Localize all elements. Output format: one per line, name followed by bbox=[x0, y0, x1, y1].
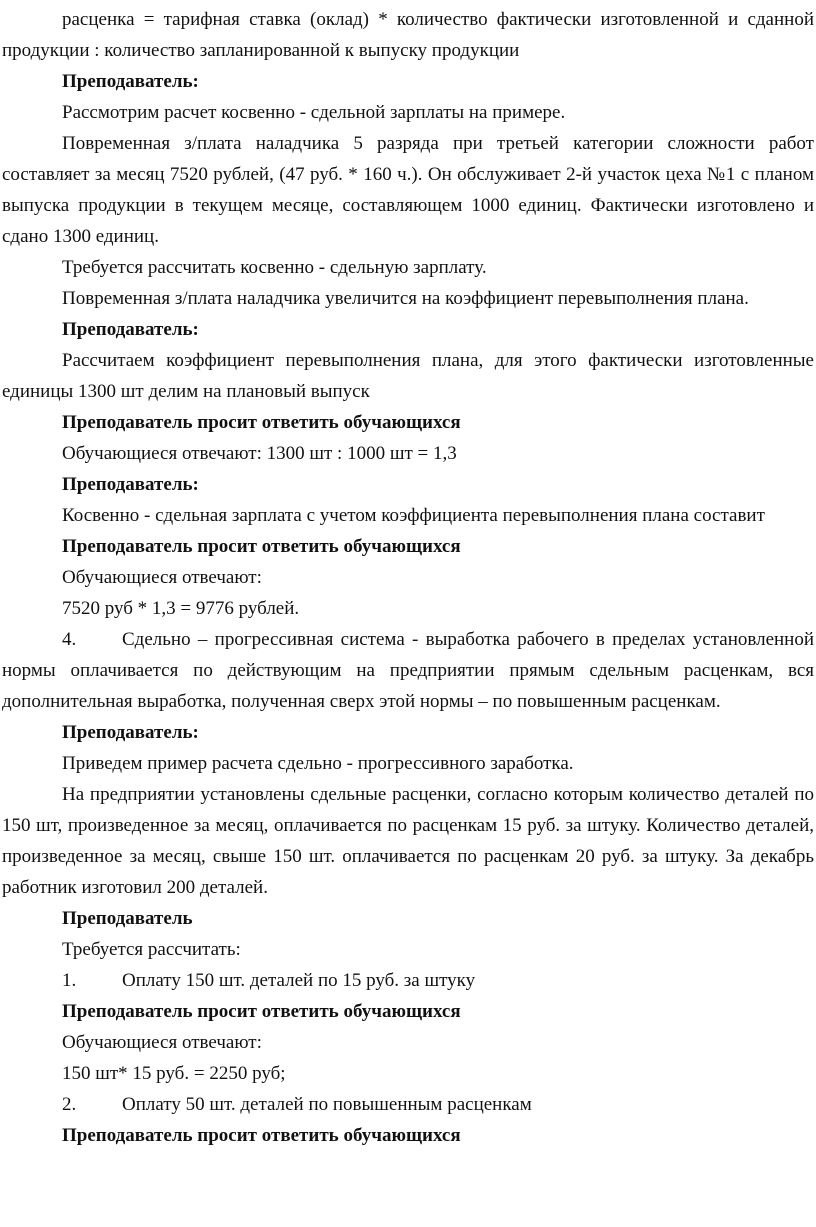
body-paragraph: Приведем пример расчета сдельно - прогрессивного заработка. bbox=[62, 753, 574, 774]
list-number: 2. bbox=[62, 1094, 77, 1115]
body-paragraph: Рассчитаем коэффициент перевыполнения плана, для этого фактически изготовленные единицы 1300 шт делим на плановый выпуск bbox=[2, 350, 814, 402]
teacher-asks-heading: Преподаватель просит ответить обучающихся bbox=[62, 1001, 461, 1022]
formula-paragraph: расценка = тарифная ставка (оклад) * количество фактически изготовленной и сданной продукции : количество запланированной к выпуску продукции bbox=[2, 9, 814, 61]
body-paragraph: Повременная з/плата наладчика увеличится на коэффициент перевыполнения плана. bbox=[62, 288, 749, 309]
student-answer: Обучающиеся отвечают: bbox=[62, 1032, 262, 1053]
list-item-text: Оплату 150 шт. деталей по 15 руб. за штуку bbox=[122, 970, 476, 991]
teacher-heading: Преподаватель: bbox=[62, 319, 199, 340]
list-number: 1. bbox=[62, 970, 77, 991]
teacher-heading: Преподаватель: bbox=[62, 474, 199, 495]
teacher-asks-heading: Преподаватель просит ответить обучающихся bbox=[62, 1125, 461, 1146]
list-number: 4. bbox=[62, 629, 77, 650]
calculation-line: 150 шт* 15 руб. = 2250 руб; bbox=[62, 1063, 286, 1084]
body-paragraph: Рассмотрим расчет косвенно - сдельной зарплаты на примере. bbox=[62, 102, 566, 123]
body-paragraph: Требуется рассчитать косвенно - сдельную зарплату. bbox=[62, 257, 487, 278]
teacher-asks-heading: Преподаватель просит ответить обучающихся bbox=[62, 412, 461, 433]
list-item bbox=[2, 965, 814, 996]
calculation-line: 7520 руб * 1,3 = 9776 рублей. bbox=[62, 598, 300, 619]
teacher-asks-heading: Преподаватель просит ответить обучающихся bbox=[62, 536, 461, 557]
numbered-paragraph bbox=[2, 624, 814, 717]
student-answer: Обучающиеся отвечают: bbox=[62, 567, 262, 588]
body-paragraph: На предприятии установлены сдельные расценки, согласно которым количество деталей по 150 шт, произведенное за месяц, оплачивается по расценкам 15 руб. за штуку. Количество деталей, произведенное за месяц, свыше 150 шт. оплачивается по расценкам 20 руб. за штуку. За декабрь работник изготовил 200 деталей. bbox=[2, 784, 814, 898]
body-paragraph: Повременная з/плата наладчика 5 разряда при третьей категории сложности работ составляет за месяц 7520 рублей, (47 руб. * 160 ч.). Он обслуживает 2-й участок цеха №1 с планом выпуска продукции в текущем месяце, составляющем 1000 единиц. Фактически изготовлено и сдано 1300 единиц. bbox=[2, 133, 814, 247]
body-paragraph: Требуется рассчитать: bbox=[62, 939, 241, 960]
list-item bbox=[2, 1089, 814, 1120]
teacher-heading: Преподаватель: bbox=[62, 71, 199, 92]
body-paragraph: Косвенно - сдельная зарплата с учетом коэффициента перевыполнения плана составит bbox=[62, 505, 765, 526]
teacher-heading: Преподаватель bbox=[62, 908, 193, 929]
student-answer: Обучающиеся отвечают: 1300 шт : 1000 шт = 1,3 bbox=[62, 443, 457, 464]
teacher-heading: Преподаватель: bbox=[62, 722, 199, 743]
numbered-paragraph-text: Сдельно – прогрессивная система - выработка рабочего в пределах установленной нормы оплачивается по действующим на предприятии прямым сдельным расценкам, вся дополнительная выработка, полученная сверх этой нормы – по повышенным расценкам. bbox=[2, 629, 814, 712]
list-item-text: Оплату 50 шт. деталей по повышенным расценкам bbox=[122, 1094, 532, 1115]
